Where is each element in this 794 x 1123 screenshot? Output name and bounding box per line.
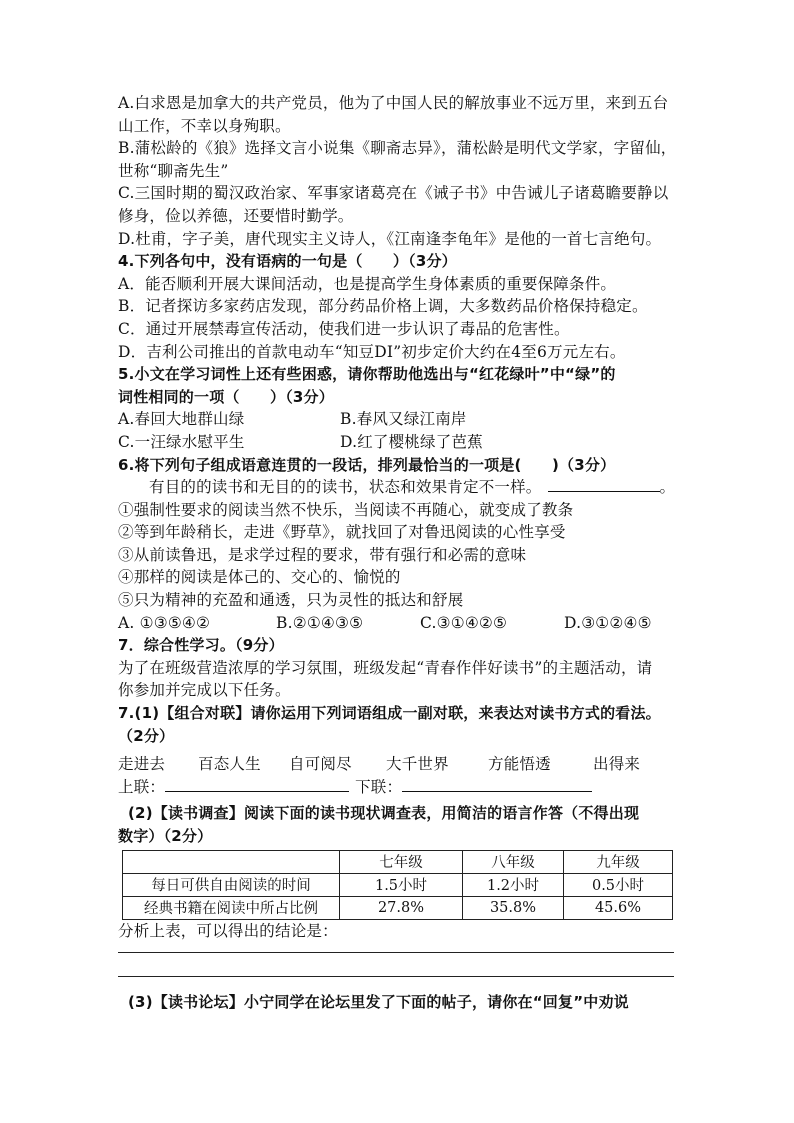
q6-option-c: C.③①④②⑤ [420, 613, 508, 632]
q7-intro-line1: 为了在班级营造浓厚的学习氛围，班级发起“青春作伴好读书”的主题活动，请 [118, 658, 653, 677]
table-cell: 1.2小时 [463, 873, 564, 896]
q7-couplet-lines [118, 776, 678, 799]
q6-sentence-3: ③从前读鲁迅，是求学过程的要求，带有强行和必需的意味 [118, 545, 527, 564]
q6-options [118, 612, 678, 635]
q3-option-a-line1: A.白求恩是加拿大的共产党员，他为了中国人民的解放事业不远万里，来到五台 [118, 94, 669, 112]
q4-option-b: B．记者探访多家药店发现，部分药品价格上调，大多数药品价格保持稳定。 [118, 297, 648, 316]
q7-part1-line1: 7.(1)【组合对联】请你运用下列词语组成一副对联，来表达对读书方式的看法。 [118, 704, 661, 723]
q5-option-b: B.春风又绿江南岸 [340, 410, 467, 429]
q3-option-c-line2: 修身，俭以养德，还要惜时勤学。 [118, 206, 354, 225]
q6-stem: 6.将下列句子组成语意连贯的一段话，排列最恰当的一项是( )（3分） [118, 455, 616, 474]
q4-option-d: D．吉利公司推出的首款电动车“知豆DI”初步定价大约在4至6万元左右。 [118, 342, 626, 361]
q7-upper-blank[interactable] [165, 777, 349, 792]
q7-word-list [118, 753, 678, 776]
table-cell: 27.8% [340, 896, 463, 919]
q7-intro-line2: 你参加并完成以下任务。 [118, 681, 291, 700]
q7-lower-blank[interactable] [402, 777, 592, 792]
q7-word-2: 百态人生 [198, 755, 261, 774]
q7-word-6: 出得来 [593, 755, 641, 774]
q6-lead-text: 有目的的读书和无目的的读书，状态和效果肯定不一样。 [149, 478, 542, 497]
q6-lead-end: 。 [659, 478, 676, 497]
q6-option-b: B.②①④③⑤ [276, 613, 364, 632]
q7-part2-line2: 数字）（2分） [118, 827, 213, 845]
table-cell: 35.8% [463, 896, 564, 919]
q5-option-a: A.春回大地群山绿 [118, 410, 245, 429]
table-header-cell: 九年级 [564, 850, 673, 873]
q7-stem: 7．综合性学习。（9分） [118, 636, 284, 655]
q3-option-a [118, 92, 678, 137]
q3-option-b [118, 137, 678, 182]
q3-option-d: D.杜甫，字子美，唐代现实主义诗人，《江南逢李龟年》是他的一首七言绝句。 [118, 229, 662, 248]
q7-part3: (3)【读书论坛】小宁同学在论坛里发了下面的帖子，请你在“回复”中劝说 [128, 993, 629, 1012]
q3-option-b-line1: B.蒲松龄的《狼》选择文言小说集《聊斋志异》，蒲松龄是明代文学家，字留仙， [118, 139, 677, 158]
table-row [123, 896, 673, 919]
q4-option-c: C．通过开展禁毒宣传活动，使我们进一步认识了毒品的危害性。 [118, 319, 570, 338]
q5-stem-line1: 5.小文在学习词性上还有些困惑，请你帮助他选出与“红花绿叶”中“绿”的 [118, 365, 616, 384]
table-header-cell: 八年级 [463, 850, 564, 873]
q7-conclusion-prompt: 分析上表，可以得出的结论是： [118, 921, 338, 940]
table-cell: 每日可供自由阅读的时间 [123, 873, 340, 896]
table-header-cell: 七年级 [340, 850, 463, 873]
q7-part1-line2: （2分） [118, 726, 175, 745]
q5-options-row1 [118, 408, 678, 431]
q7-word-4: 大千世界 [386, 755, 449, 774]
table-cell: 0.5小时 [564, 873, 673, 896]
q7-part2-line1: (2)【读书调查】阅读下面的读书现状调查表，用简洁的语言作答（不得出现 [128, 804, 640, 823]
table-cell: 经典书籍在阅读中所占比例 [123, 896, 340, 919]
table-header-row [123, 850, 673, 873]
table-cell: 1.5小时 [340, 873, 463, 896]
q6-lead [118, 476, 678, 499]
q6-sentence-2: ②等到年龄稍长，走进《野草》，就找回了对鲁迅阅读的心性享受 [118, 523, 566, 542]
q7-upper-label: 上联： [118, 777, 166, 796]
q5-option-d: D.红了樱桃绿了芭蕉 [340, 432, 483, 451]
q6-option-d: D.③①②④⑤ [564, 613, 652, 632]
table-cell: 45.6% [564, 896, 673, 919]
q3-option-c-line1: C.三国时期的蜀汉政治家、军事家诸葛亮在《诫子书》中告诫儿子诸葛瞻要静以 [118, 184, 669, 203]
q7-word-3: 自可阅尽 [289, 755, 352, 774]
table-row [123, 873, 673, 896]
q4-option-a: A．能否顺利开展大课间活动，也是提高学生身体素质的重要保障条件。 [118, 274, 617, 293]
q6-sentence-1: ①强制性要求的阅读当然不快乐，当阅读不再随心，就变成了教条 [118, 500, 574, 519]
table-header-cell [123, 850, 340, 873]
q7-lower-label: 下联： [355, 777, 403, 796]
exam-page [118, 92, 678, 1014]
q7-word-1: 走进去 [118, 755, 166, 774]
q6-sentence-4: ④那样的阅读是体己的、交心的、愉悦的 [118, 568, 401, 587]
q3-option-b-line2: 世称“聊斋先生” [118, 161, 229, 180]
reading-survey-table [122, 850, 673, 920]
q5-options-row2 [118, 431, 678, 454]
q6-option-a: A. ①③⑤④② [118, 613, 211, 632]
q3-option-a-line2: 山工作，不幸以身殉职。 [118, 116, 291, 135]
q7-answer-line-1[interactable] [118, 942, 674, 953]
q6-sentence-5: ⑤只为精神的充盈和通透，只为灵性的抵达和舒展 [118, 591, 464, 610]
q6-answer-blank[interactable] [548, 477, 660, 492]
q7-answer-line-2[interactable] [118, 953, 674, 977]
q3-option-c [118, 182, 678, 227]
q4-stem: 4.下列各句中，没有语病的一句是（ ）（3分） [118, 252, 457, 271]
q7-word-5: 方能悟透 [488, 755, 551, 774]
q5-option-c: C.一汪绿水慰平生 [118, 432, 245, 451]
q5-stem-line2: 词性相同的一项（ ）（3分） [118, 387, 334, 406]
